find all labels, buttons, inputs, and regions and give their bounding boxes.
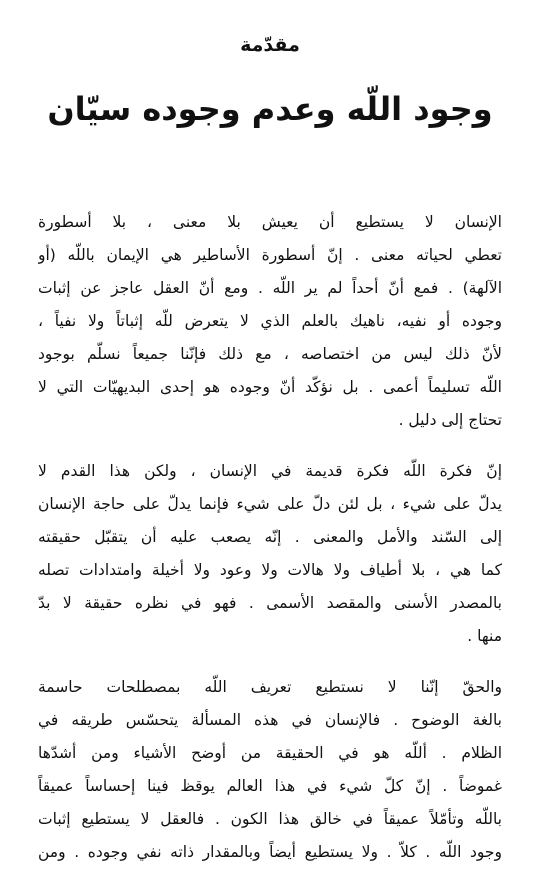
text-line: الإنسان لا يستطيع أن يعيش بلا معنى ، بلا أسطورة [38, 213, 502, 231]
text-line: منها . [467, 627, 502, 645]
text-line: باللّه وتأمّلاً عميقاً في خالق هذا الكون . فالعقل لا يستطيع إثبات [38, 810, 502, 828]
text-line: لأنّ ذلك ليس من اختصاصه ، مع ذلك فإنّنا جميعاً نسلّم بوجود [38, 345, 502, 363]
paragraph-3 [38, 671, 502, 869]
text-line: وجوده أو نفيه، ناهيك بالعلم الذي لا يتعرض للّه إثباتاً ولا نفياً ، [38, 312, 502, 330]
text-line: إنّ فكرة اللّه فكرة قديمة في الإنسان ، ولكن هذا القدم لا [38, 462, 502, 480]
text-line: غموضاً . إنّ كلّ شيء في هذا العالم يوقظ فينا إحساساً عميقاً [38, 777, 502, 795]
text-line: إلى السّند والأمل والمعنى . إنّه يصعب عليه أن يتقبّل حقيقته [38, 528, 502, 546]
text-line: بالمصدر الأسنى والمقصد الأسمى . فهو في نظره حقيقة لا بدّ [38, 594, 502, 612]
text-line: يدلّ على شيء ، بل لئن دلّ على شيء فإنما يدلّ على حاجة الإنسان [38, 495, 502, 513]
text-line: والحقّ إنّنا لا نستطيع تعريف اللّه بمصطلحات حاسمة [38, 678, 502, 696]
text-line: اللّه تسليماً أعمى . بل نؤكّد أنّ وجوده هو إحدى البديهيّات التي لا [38, 378, 502, 396]
text-line: وجود اللّه . كلاّ . ولا يستطيع أيضاً وبالمقدار ذاته نفي وجوده . ومن [38, 843, 502, 861]
text-line: بالغة الوضوح . فالإنسان في هذه المسألة يتحسّس طريقه في [38, 711, 502, 729]
text-line: الآلهة) . فمع أنّ أحداً لم ير اللّه . ومع أنّ العقل عاجز عن إثبات [38, 279, 502, 297]
chapter-title: وجود اللّه وعدم وجوده سيّان [47, 90, 493, 128]
text-line: كما هي ، بلا أطياف ولا هالات ولا وعود ولا أخيلة وامتدادات تصله [38, 561, 502, 579]
paragraph-1 [38, 206, 502, 437]
text-line: تعطي لحياته معنى . إنّ أسطورة الأساطير هي الإيمان باللّه (أو [38, 246, 502, 264]
paragraph-2 [38, 455, 502, 653]
body-text [38, 206, 502, 887]
text-line: تحتاج إلى دليل . [398, 411, 502, 429]
section-heading: مقدّمة [240, 34, 300, 56]
text-line: الظلام . أللّه هو في الحقيقة من أوضح الأشياء ومن أشدّها [38, 744, 502, 762]
